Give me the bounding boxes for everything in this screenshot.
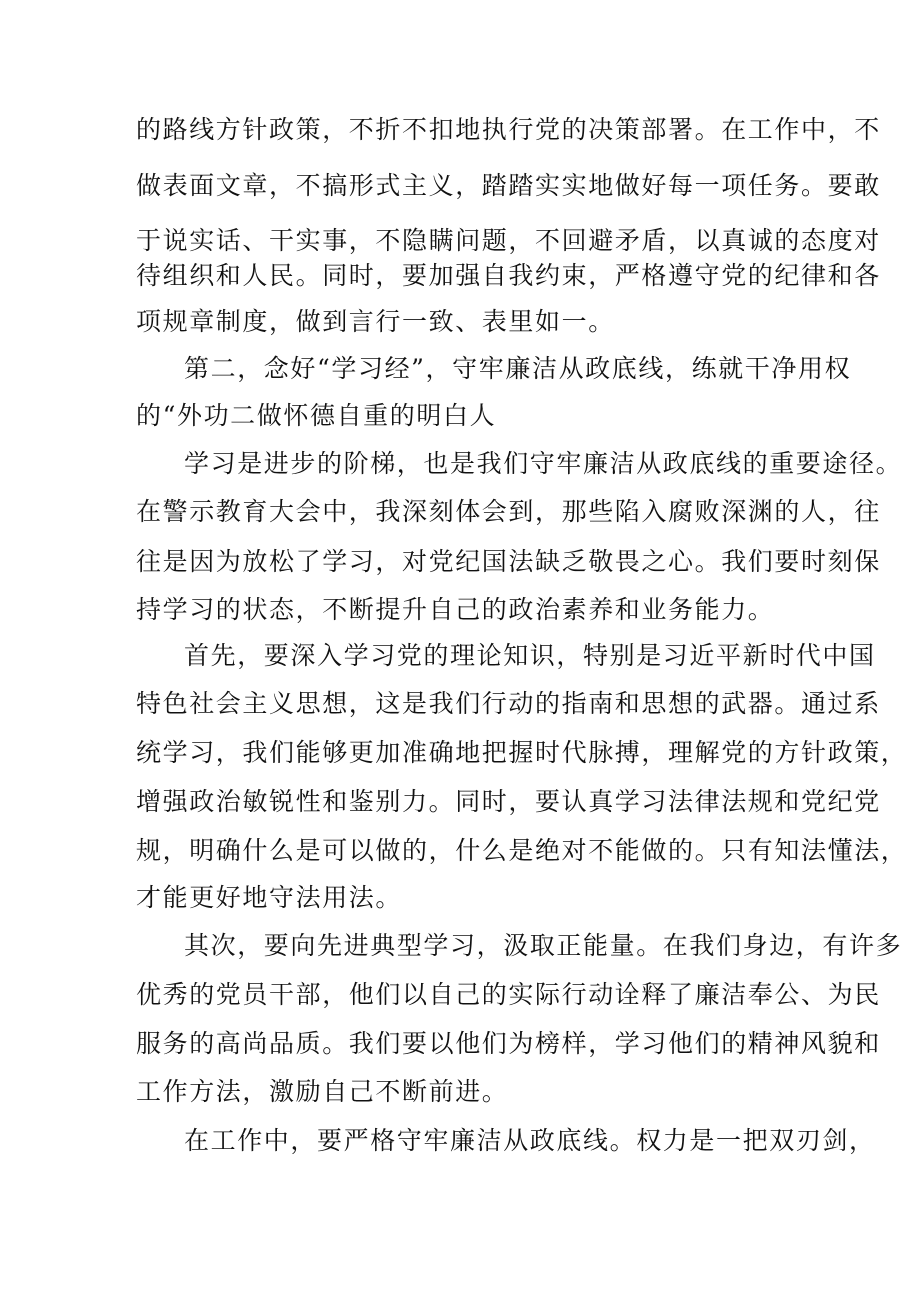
text-line: 于说实话、干实事，不隐瞒问题，不回避矛盾，以真诚的态度对 [136, 226, 881, 255]
text-line: 待组织和人民。同时，要加强自我约束，严格遵守党的纪律和各 [136, 261, 881, 290]
text-line: 首先，要深入学习党的理论知识，特别是习近平新时代中国 [184, 641, 876, 670]
text-line: 增强政治敏锐性和鉴别力。同时，要认真学习法律法规和党纪党 [136, 787, 881, 816]
text-line: 往是因为放松了学习，对党纪国法缺乏敬畏之心。我们要时刻保 [136, 547, 881, 576]
text-line: 做表面文章，不搞形式主义，踏踏实实地做好每一项任务。要敢 [136, 171, 881, 200]
text-line: 学习是进步的阶梯，也是我们守牢廉洁从政底线的重要途径。 [184, 449, 903, 478]
paragraph-heading-line: 第二，念好“学习经”，守牢廉洁从政底线，练就干净用权 [184, 354, 852, 383]
text-line: 优秀的党员干部，他们以自己的实际行动诠释了廉洁奉公、为民 [136, 980, 881, 1009]
text-line: 统学习，我们能够更加准确地把握时代脉搏，理解党的方针政策， [136, 738, 908, 767]
text-line: 规，明确什么是可以做的，什么是绝对不能做的。只有知法懂法， [136, 836, 908, 865]
text-line: 特色社会主义思想，这是我们行动的指南和思想的武器。通过系 [136, 689, 881, 718]
text-line: 其次，要向先进典型学习，汲取正能量。在我们身边，有许多 [184, 931, 903, 960]
text-line: 项规章制度，做到言行一致、表里如一。 [136, 307, 615, 336]
paragraph-heading-line: 的“外功二做怀德自重的明白人 [136, 401, 497, 430]
text-line: 持学习的状态，不断提升自己的政治素养和业务能力。 [136, 595, 775, 624]
text-line: 在警示教育大会中，我深刻体会到，那些陷入腐败深渊的人，往 [136, 497, 881, 526]
text-line: 在工作中，要严格守牢廉洁从政底线。权力是一把双刃剑， [184, 1126, 876, 1155]
text-line: 工作方法，激励自己不断前进。 [136, 1077, 509, 1106]
text-line: 的路线方针政策，不折不扣地执行党的决策部署。在工作中，不 [136, 115, 881, 144]
text-line: 才能更好地守法用法。 [136, 883, 403, 912]
text-line: 服务的高尚品质。我们要以他们为榜样，学习他们的精神风貌和 [136, 1029, 881, 1058]
